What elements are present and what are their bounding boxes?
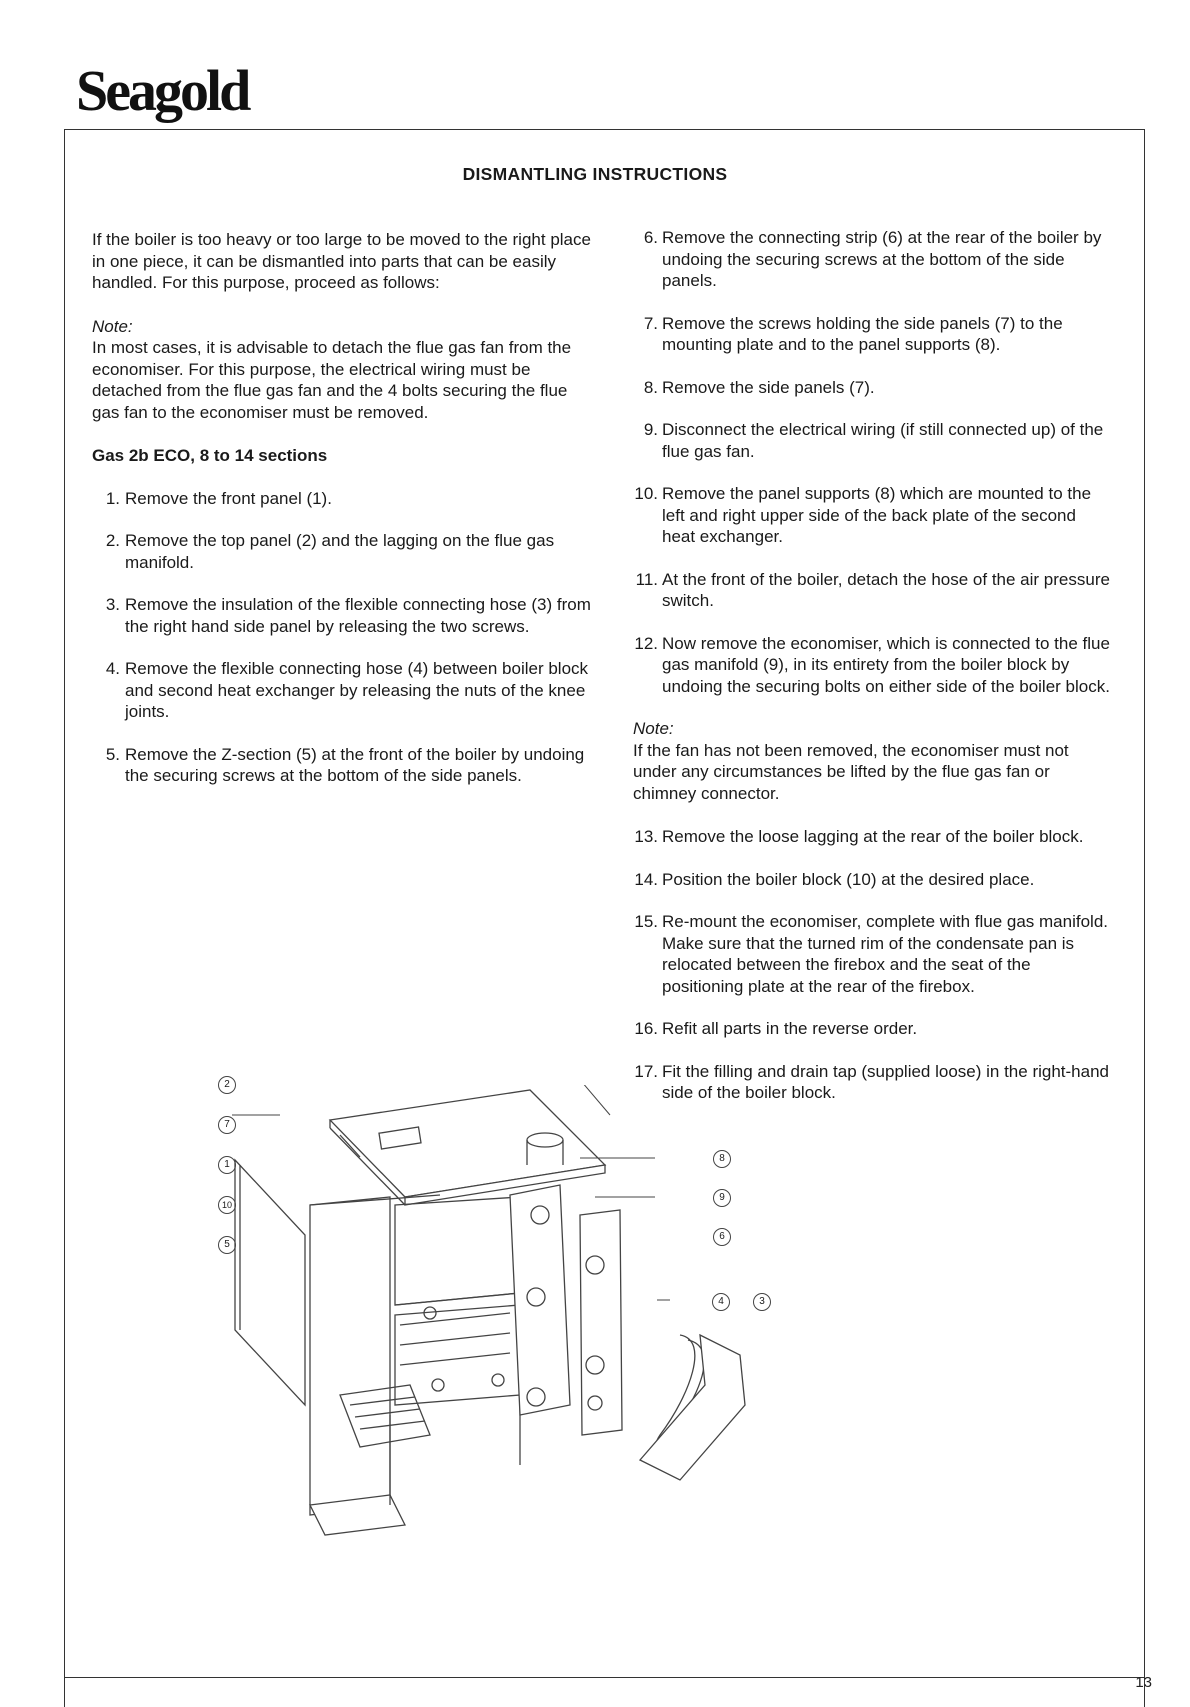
step-text: Remove the loose lagging at the rear of the boiler block.	[662, 827, 1084, 846]
step-item	[92, 658, 592, 723]
callout-marker: 10	[218, 1196, 236, 1214]
step-number: 13.	[634, 827, 658, 846]
step-item	[633, 869, 1113, 891]
intro-paragraph: If the boiler is too heavy or too large to be moved to the right place in one piece, it can be dismantled into parts that can be easily handled. For this purpose, proceed as follows:	[92, 230, 591, 292]
callout-marker: 6	[713, 1228, 731, 1246]
top-panel-drawing	[330, 1090, 605, 1205]
step-number: 8.	[643, 377, 658, 397]
step-text: Re-mount the economiser, complete with flue gas manifold. Make sure that the turned rim of the condensate pan is relocated between the firebox and the seat of the positioning plate at the rear of the firebox.	[662, 912, 1109, 996]
note-block	[633, 718, 1113, 804]
note-label: Note:	[633, 719, 674, 738]
step-number: 6.	[643, 228, 658, 247]
step-item	[633, 826, 1113, 848]
callout-marker: 8	[713, 1150, 731, 1168]
steps-list-right-a	[633, 227, 1113, 697]
flexible-hose-drawing	[640, 1335, 745, 1480]
step-text: Remove the screws holding the side panels (7) to the mounting plate and to the panel supports (8).	[662, 313, 1063, 354]
step-text: Remove the panel supports (8) which are mounted to the left and right upper side of the back plate of the second heat exchanger.	[662, 484, 1092, 546]
step-number: 5.	[105, 744, 120, 764]
step-text: Remove the side panels (7).	[662, 377, 875, 397]
note-block	[92, 316, 592, 424]
step-item	[633, 227, 1113, 292]
callout-marker: 3	[753, 1293, 771, 1311]
step-text: Disconnect the electrical wiring (if still connected up) of the flue gas fan.	[662, 420, 1104, 461]
page-number: 13	[1135, 1674, 1152, 1691]
step-number: 10.	[634, 484, 658, 503]
step-text: Remove the connecting strip (6) at the rear of the boiler by undoing the securing screws at the bottom of the side panels.	[662, 228, 1102, 290]
step-number: 1.	[105, 488, 120, 508]
model-subheading: Gas 2b ECO, 8 to 14 sections	[92, 446, 328, 465]
section-heading: DISMANTLING INSTRUCTIONS	[462, 164, 728, 184]
step-number: 14.	[634, 869, 658, 889]
right-column	[633, 227, 1113, 1125]
step-text: Refit all parts in the reverse order.	[662, 1019, 918, 1038]
step-item	[633, 483, 1113, 548]
note-label: Note:	[92, 316, 133, 336]
step-item	[633, 633, 1113, 698]
note-text: If the fan has not been removed, the economiser must not under any circumstances be lifted by the flue gas fan or chimney connector.	[633, 740, 1069, 803]
step-number: 3.	[105, 595, 120, 614]
step-item	[633, 419, 1113, 462]
step-number: 16.	[634, 1019, 658, 1038]
step-number: 4.	[105, 659, 120, 678]
step-number: 15.	[634, 912, 658, 931]
callout-marker: 9	[713, 1189, 731, 1207]
brand-logo: Seagold	[76, 58, 249, 123]
step-number: 9.	[643, 420, 658, 439]
step-number: 2.	[105, 531, 120, 550]
left-column	[92, 229, 592, 808]
step-text: Remove the front panel (1).	[125, 488, 332, 508]
bottom-rule	[64, 1677, 1145, 1678]
step-item	[92, 594, 592, 637]
step-number: 11.	[635, 569, 658, 589]
step-text: Remove the insulation of the flexible connecting hose (3) from the right hand side panel by releasing the two screws.	[125, 595, 591, 636]
step-item	[92, 488, 592, 510]
side-panel-drawing	[235, 1160, 305, 1405]
back-plate-drawing	[580, 1210, 622, 1435]
step-item	[633, 313, 1113, 356]
step-item	[92, 530, 592, 573]
callout-marker: 4	[712, 1293, 730, 1311]
step-text: At the front of the boiler, detach the hose of the air pressure switch.	[662, 569, 1110, 610]
step-number: 12.	[634, 633, 658, 653]
callout-marker: 7	[218, 1116, 236, 1134]
boiler-body-drawing	[310, 1195, 540, 1535]
callout-marker: 1	[218, 1156, 236, 1174]
step-number: 17.	[634, 1061, 658, 1081]
step-item	[92, 744, 592, 787]
steps-list-left	[92, 488, 592, 787]
step-text: Now remove the economiser, which is connected to the flue gas manifold (9), in its entirety from the boiler block by undoing the securing bolts on either side of the boiler block.	[662, 633, 1110, 696]
callout-marker: 5	[218, 1236, 236, 1254]
step-item	[633, 569, 1113, 612]
step-text: Position the boiler block (10) at the desired place.	[662, 869, 1035, 889]
step-text: Remove the flexible connecting hose (4) between boiler block and second heat exchanger by releasing the nuts of the knee joints.	[125, 659, 589, 721]
step-text: Fit the filling and drain tap (supplied loose) in the right-hand side of the boiler block.	[662, 1061, 1109, 1102]
step-item	[633, 1018, 1113, 1040]
step-text: Remove the top panel (2) and the lagging on the flue gas manifold.	[125, 531, 555, 572]
step-text: Remove the Z-section (5) at the front of the boiler by undoing the securing screws at the bottom of the side panels.	[125, 744, 585, 785]
step-item	[633, 377, 1113, 399]
step-item	[633, 911, 1113, 997]
callout-marker: 2	[218, 1076, 236, 1094]
steps-list-right-b	[633, 826, 1113, 1104]
note-text: In most cases, it is advisable to detach the flue gas fan from the economiser. For this purpose, the electrical wiring must be detached from the flue gas fan and the 4 bolts securing the flue gas fan to the economiser must be removed.	[92, 338, 572, 422]
step-number: 7.	[643, 313, 658, 333]
